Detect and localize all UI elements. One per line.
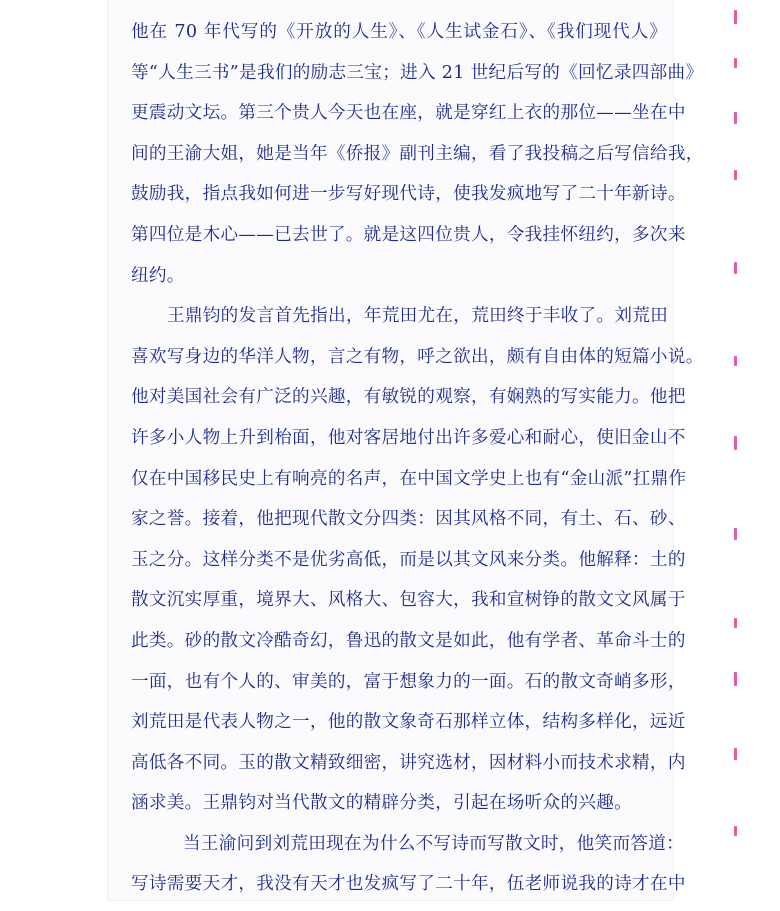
margin-mark bbox=[734, 10, 737, 24]
text-line: 他对美国社会有广泛的兴趣，有敏锐的观察，有娴熟的写实能力。他把 bbox=[131, 387, 686, 408]
margin-mark bbox=[734, 262, 737, 274]
margin-mark bbox=[734, 748, 737, 760]
text-line: 高低各不同。玉的散文精致细密，讲究选材，因材料小而技术求精，内 bbox=[131, 752, 686, 773]
text-line: 更震动文坛。第三个贵人今天也在座，就是穿红上衣的那位——坐在中 bbox=[131, 103, 686, 124]
text-line: 他在 70 年代写的《开放的人生》、《人生试金石》、《我们现代人》 bbox=[131, 22, 667, 42]
text-line: 间的王渝大姐，她是当年《侨报》副刊主编，看了我投稿之后写信给我， bbox=[131, 143, 704, 164]
margin-mark bbox=[734, 436, 737, 450]
text-line: 鼓励我，指点我如何进一步写好现代诗，使我发疯地写了二十年新诗。 bbox=[131, 184, 686, 205]
text-line: 喜欢写身边的华洋人物，言之有物，呼之欲出，颇有自由体的短篇小说。 bbox=[131, 346, 704, 367]
text-line: 第四位是木心——已去世了。就是这四位贵人，令我挂怀纽约，多次来 bbox=[131, 224, 686, 245]
text-line: 刘荒田是代表人物之一，他的散文象奇石那样立体，结构多样化，远近 bbox=[131, 712, 686, 733]
text-line: 涵求美。王鼎钧对当代散文的精辟分类，引起在场听众的兴趣。 bbox=[131, 793, 633, 814]
text-line: 散文沉实厚重，境界大、风格大、包容大，我和宣树铮的散文文风属于 bbox=[131, 590, 686, 611]
text-line: 一面，也有个人的、审美的，富于想象力的一面。石的散文奇峭多形， bbox=[131, 671, 686, 692]
text-line: 此类。砂的散文冷酷奇幻，鲁迅的散文是如此，他有学者、革命斗士的 bbox=[131, 630, 686, 651]
paragraph-first-line: 当王渝问到刘荒田现在为什么不写诗而写散文时，他笑而答道： bbox=[183, 833, 685, 854]
margin-mark bbox=[734, 618, 737, 628]
text-line: 许多小人物上升到枱面，他对客居地付出许多爱心和耐心，使旧金山不 bbox=[131, 427, 686, 448]
margin-mark bbox=[734, 356, 737, 366]
margin-mark bbox=[734, 170, 737, 180]
margin-mark bbox=[734, 112, 737, 124]
margin-mark bbox=[734, 826, 737, 836]
margin-mark bbox=[734, 58, 737, 68]
text-line: 玉之分。这样分类不是优劣高低，而是以其文风来分类。他解释：土的 bbox=[131, 549, 686, 570]
margin-mark bbox=[734, 528, 737, 540]
paragraph-first-line: 王鼎钧的发言首先指出，年荒田尤在，荒田终于丰收了。刘荒田 bbox=[167, 306, 669, 327]
text-line: 纽约。 bbox=[131, 265, 185, 286]
text-line: 仅在中国移民史上有响亮的名声，在中国文学史上也有“金山派”扛鼎作 bbox=[131, 468, 687, 489]
margin-mark bbox=[734, 672, 737, 686]
text-line: 家之誉。接着，他把现代散文分四类：因其风格不同，有土、石、砂、 bbox=[131, 509, 686, 530]
text-line: 等“人生三书”是我们的励志三宝；进入 21 世纪后写的《回忆录四部曲》 bbox=[131, 62, 704, 83]
text-line: 写诗需要天才，我没有天才也发疯写了二十年，伍老师说我的诗才在中 bbox=[131, 874, 686, 895]
article-body bbox=[131, 18, 704, 911]
